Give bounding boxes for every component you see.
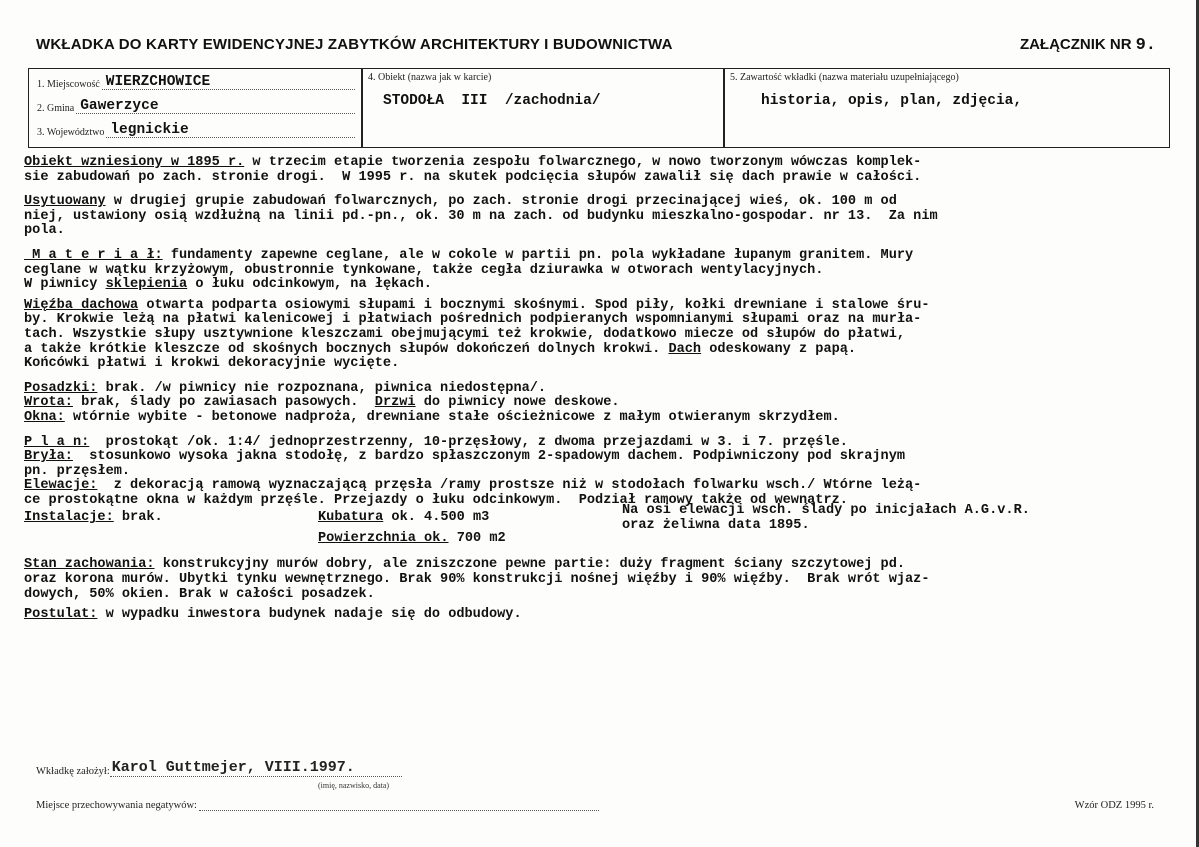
para-gates xyxy=(24,396,1174,411)
condition-heading: Stan zachowania: xyxy=(24,557,155,573)
object-label: 4. Obiekt (nazwa jak w karcie) xyxy=(368,72,492,83)
gates-heading: Wrota: xyxy=(24,395,73,411)
material-text: W piwnicy xyxy=(24,277,106,293)
vault-term: sklepienia xyxy=(105,277,188,293)
miejscowosc-label: 1. Miejscowość xyxy=(37,79,100,90)
condition-line: konstrukcyjny murów dobry, ale zniszczone pewne partie: duży fragment ściany szczytowej pd. xyxy=(154,557,906,573)
contents-label: 5. Zawartość wkładki (nazwa materiału uzupełniającego) xyxy=(730,72,959,83)
object-value: STODOŁA III /zachodnia/ xyxy=(383,93,601,109)
author-value: Karol Guttmejer, VIII.1997. xyxy=(110,760,402,777)
gmina-label: 2. Gmina xyxy=(37,103,75,114)
material-line xyxy=(24,278,1174,293)
condition-line: dowych, 50% okien. Brak w całości posadzek. xyxy=(24,586,375,602)
postulate-line: w wypadku inwestora budynek nadaje się do odbudowy. xyxy=(97,607,522,623)
description-body xyxy=(24,156,1174,623)
para-location xyxy=(24,195,1174,210)
history-line: sie zabudowań po zach. stronie drogi. W 1995 r. na skutek podcięcia słupów zawalił się dach prawie w całości. xyxy=(24,169,922,185)
miejscowosc-value: WIERZCHOWICE xyxy=(102,75,355,90)
annex-number: 9. xyxy=(1135,36,1156,55)
massing-line: pn. przęsłem. xyxy=(24,463,131,479)
form-title: WKŁADKA DO KARTY EWIDENCYJNEJ ZABYTKÓW ARCHITEKTURY I BUDOWNICTWA xyxy=(36,36,673,53)
doors-term: Drzwi xyxy=(374,395,416,411)
elevation-note xyxy=(622,504,1030,533)
author-field xyxy=(36,760,402,777)
para-condition xyxy=(24,558,1174,573)
material-text: o łuku odcinkowym, na łękach. xyxy=(187,277,432,293)
volume-heading: Kubatura xyxy=(318,510,384,526)
roof-truss-line xyxy=(24,343,1174,358)
installations-field xyxy=(24,511,163,526)
roof-truss-text: a także krótkie kleszcze od skośnych bocznych słupów dokończeń dolnych krokwi. xyxy=(24,341,669,357)
para-material xyxy=(24,249,1174,264)
material-line: ceglane w wątku krzyżowym, obustronnie tynkowane, także cegła dziurawka w otworach wentylacyjnych. xyxy=(24,262,824,278)
wojewodztwo-value: legnickie xyxy=(106,123,355,138)
annex-number-label xyxy=(1020,36,1156,55)
note-line: oraz żeliwna data 1895. xyxy=(622,518,810,534)
wojewodztwo-field xyxy=(37,123,355,138)
gmina-field xyxy=(37,99,355,114)
para-floors xyxy=(24,382,1174,397)
location-box xyxy=(28,68,362,148)
windows-line: wtórnie wybite - betonowe nadproża, drewniane stałe ościeżnicowe z małym otwieranym skrzydłem. xyxy=(64,409,840,425)
para-elevations xyxy=(24,479,1174,494)
plan-heading: P l a n: xyxy=(24,434,90,450)
roof-truss-line: otwarta podparta osiowymi słupami i bocznymi skośnymi. Spod piły, kołki drewniane i stalowe śru- xyxy=(138,297,930,313)
area-heading: Powierzchnia ok. xyxy=(318,531,449,547)
contents-value: historia, opis, plan, zdjęcia, xyxy=(761,93,1023,109)
para-massing xyxy=(24,450,1174,465)
location-line: pola. xyxy=(24,223,65,239)
plan-line: prostokąt /ok. 1:4/ jednoprzestrzenny, 10-przęsłowy, z dwoma przejazdami w 3. i 7. przęśle. xyxy=(89,434,848,450)
para-history xyxy=(24,156,1174,171)
floors-heading: Posadzki: xyxy=(24,380,98,396)
history-line: w trzecim etapie tworzenia zespołu folwarcznego, w nowo tworzonym wówczas komplek- xyxy=(244,155,922,170)
roof-truss-line: Końcówki płatwi i krokwi dekoracyjnie wycięte. xyxy=(24,356,400,372)
para-postulate xyxy=(24,608,1174,623)
massing-heading: Bryła: xyxy=(24,449,73,465)
para-roof-truss xyxy=(24,299,1174,314)
installations-heading: Instalacje: xyxy=(24,510,114,526)
author-sublabel: (imię, nazwisko, data) xyxy=(318,781,390,790)
installations-volume-row xyxy=(24,503,1174,552)
history-heading: Obiekt wzniesiony w 1895 r. xyxy=(24,155,245,170)
massing-line: stosunkowo wysoka jakna stodołę, z bardzo spłaszczonym 2-spadowym dachem. Podpiwniczony pod skrajnym xyxy=(72,449,906,465)
elevations-line: z dekoracją ramową wyznaczającą przęsła /ramy prostsze niż w stodołach folwarku wsch./ Wtórne leżą- xyxy=(97,478,922,494)
windows-heading: Okna: xyxy=(24,409,65,425)
negatives-value-line xyxy=(199,800,599,811)
roof-truss-line: by. Krokwie leżą na płatwi kalenicowej i płatwiach pośrednich podpieranych wspomnianymi słupami oraz na murła- xyxy=(24,312,922,328)
negatives-field xyxy=(36,800,599,811)
roof-truss-line: tach. Wszystkie słupy usztywnione kleszczami obejmującymi też krokwie, dodatkowo miecze od słupów do płatwi, xyxy=(24,326,906,342)
gates-text: brak, ślady po zawiasach pasowych. xyxy=(72,395,375,411)
author-label: Wkładkę założył: xyxy=(36,766,110,777)
negatives-label: Miejsce przechowywania negatywów: xyxy=(36,800,197,811)
form-id: Wzór ODZ 1995 r. xyxy=(1074,800,1154,811)
material-line: fundamenty zapewne ceglane, ale w cokole w partii pn. pola wykładane łupanym granitem. Mury xyxy=(162,247,914,263)
location-line: niej, ustawiony osią wzdłużną na linii pd.-pn., ok. 30 m na zach. od budynku mieszkalno-gospodar. nr 13. Za nim xyxy=(24,208,938,224)
location-line: w drugiej grupie zabudowań folwarcznych, po zach. stronie drogi przecinającej wieś, ok. 100 m od xyxy=(105,194,897,210)
roof-truss-heading: Więźba dachowa xyxy=(24,297,139,313)
para-windows xyxy=(24,411,1174,426)
gmina-value: Gawerzyce xyxy=(76,99,355,114)
area-field xyxy=(318,532,506,547)
object-box xyxy=(362,68,724,148)
roof-truss-text: odeskowany z papą. xyxy=(701,341,857,357)
floors-line: brak. /w piwnicy nie rozpoznana, piwnica niedostępna/. xyxy=(97,380,547,396)
installations-value: brak. xyxy=(113,510,163,526)
location-heading: Usytuowany xyxy=(24,194,106,210)
contents-box xyxy=(724,68,1170,148)
condition-line: oraz korona murów. Ubytki tynku wewnętrznego. Brak 90% konstrukcji nośnej więźby i 90% więźby. Brak wrót wjaz- xyxy=(24,572,930,588)
volume-value: ok. 4.500 m3 xyxy=(383,510,490,526)
elevations-heading: Elewacje: xyxy=(24,478,98,494)
wojewodztwo-label: 3. Województwo xyxy=(37,127,105,138)
area-value: 700 m2 xyxy=(448,531,506,547)
volume-field xyxy=(318,511,489,526)
postulate-heading: Postulat: xyxy=(24,607,98,623)
para-plan xyxy=(24,436,1174,451)
gates-text: do piwnicy nowe deskowe. xyxy=(415,395,620,411)
note-line: Na osi elewacji wsch. ślady po inicjałach A.G.v.R. xyxy=(622,503,1030,519)
annex-label: ZAŁĄCZNIK NR xyxy=(1019,36,1132,53)
elevations-line: ce prostokątne okna w każdym przęśle. Przejazdy o łuku odcinkowym. Podział ramowy także od wewnątrz. xyxy=(24,492,848,508)
miejscowosc-field xyxy=(37,75,355,90)
material-heading: M a t e r i a ł: xyxy=(24,247,163,263)
roof-term: Dach xyxy=(668,341,702,357)
